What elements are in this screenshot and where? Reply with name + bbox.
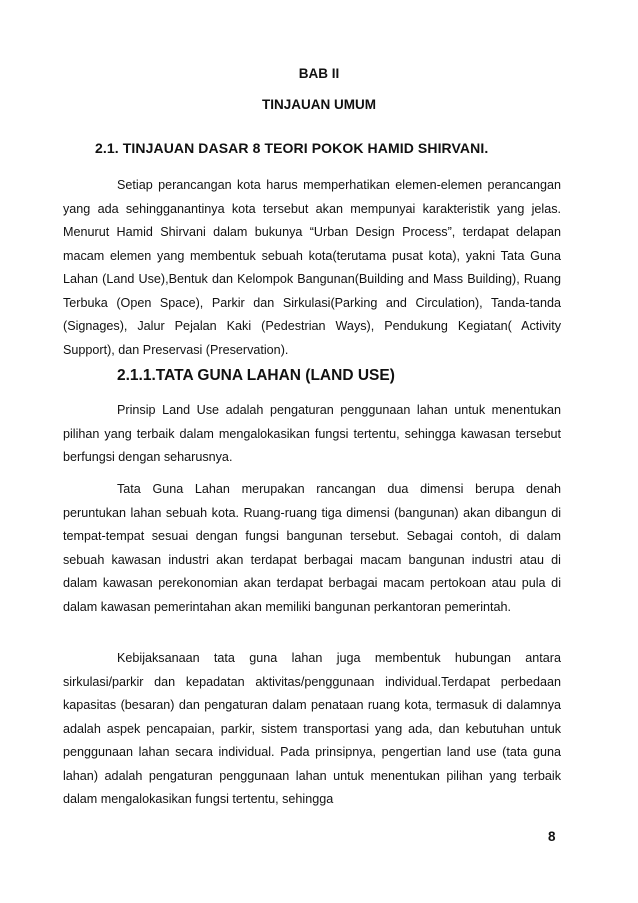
subsection-heading: 2.1.1.TATA GUNA LAHAN (LAND USE) [117,367,395,384]
chapter-number: BAB II [298,66,340,81]
page-number: 8 [548,829,556,844]
paragraph-land-use-plan: Tata Guna Lahan merupakan rancangan dua dimensi berupa denah peruntukan lahan sebuah kota. Ruang-ruang tiga dimensi (bangunan) akan dibangun di tempat-tempat sesuai dengan fungsi bangunan tersebut. Sebagai contoh, di dalam sebuah kawasan industri akan terdapat berbagai macam bangunan industri atau di dalam kawasan perekonomian akan terdapat berbagai macam pertokoan atau pula di dalam kawasan pemerintahan akan memiliki bangunan perkantoran pemerintah. [63,482,561,614]
section-heading: 2.1. TINJAUAN DASAR 8 TEORI POKOK HAMID SHIRVANI. [95,140,489,156]
chapter-title: TINJAUAN UMUM [262,97,376,112]
paragraph-land-use-policy: Kebijaksanaan tata guna lahan juga membentuk hubungan antara sirkulasi/parkir dan kepadatan aktivitas/penggunaan individual.Terdapat perbedaan kapasitas (besaran) dan pengaturan dalam penataan ruang kota, termasuk di dalamnya adalah aspek pencapaian, parkir, sistem transportasi yang ada, dan kebutuhan untuk penggunaan lahan secara individual. Pada prinsipnya, pengertian land use (tata guna lahan) adalah pengaturan penggunaan lahan untuk menentukan pilihan yang terbaik dalam mengalokasikan fungsi tertentu, sehingga [63,651,561,806]
paragraph-urban-design-elements: Setiap perancangan kota harus memperhatikan elemen-elemen perancangan yang ada sehingganantinya kota tersebut akan mempunyai karakteristik yang jelas. Menurut Hamid Shirvani dalam bukunya “Urban Design Process”, terdapat delapan macam elemen yang membentuk sebuah kota(terutama pusat kota), yakni Tata Guna Lahan (Land Use),Bentuk dan Kelompok Bangunan(Building and Mass Building), Ruang Terbuka (Open Space), Parkir dan Sirkulasi(Parking and Circulation), Tanda-tanda (Signages), Jalur Pejalan Kaki (Pedestrian Ways), Pendukung Kegiatan( Activity Support), dan Preservasi (Preservation). [63,178,561,357]
paragraph-land-use-principle: Prinsip Land Use adalah pengaturan penggunaan lahan untuk menentukan pilihan yang terbaik dalam mengalokasikan fungsi tertentu, sehingga kawasan tersebut berfungsi dengan seharusnya. [63,403,561,464]
